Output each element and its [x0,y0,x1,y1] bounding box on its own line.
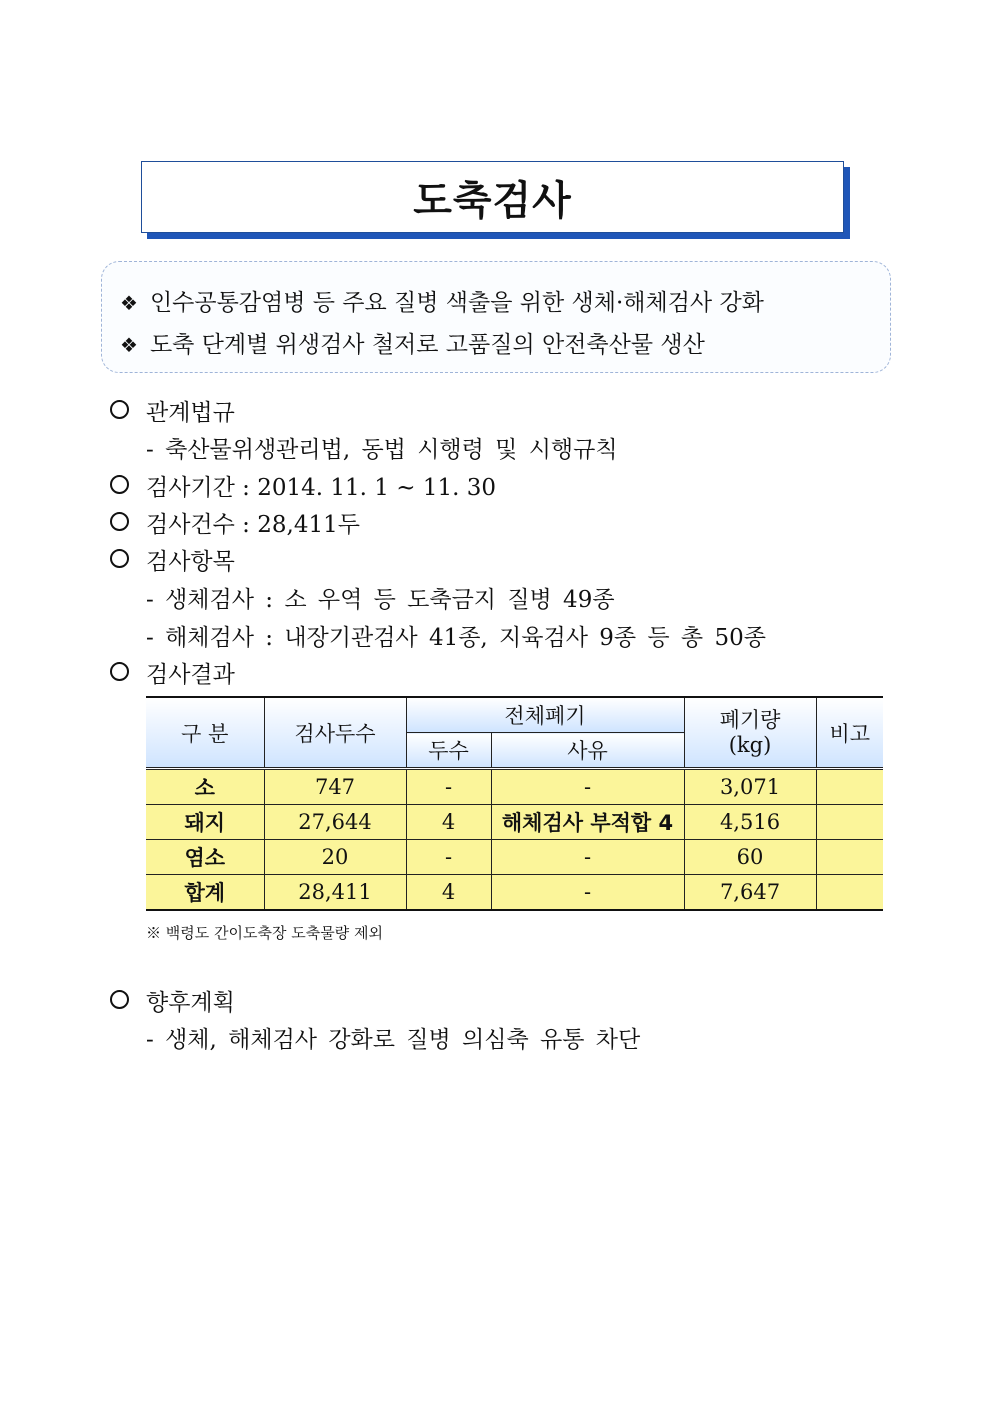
summary-box [101,261,891,373]
header-category: 구 분 [146,697,264,769]
row-amount: 7,647 [684,875,816,911]
header-remarks: 비고 [816,697,883,769]
row-heads: - [406,840,491,875]
table-row [146,769,883,805]
table-row [146,840,883,875]
page-title: 도축검사 [413,177,572,224]
results-table [146,696,883,911]
row-reason: - [491,769,684,805]
circle-bullet-icon [110,400,129,419]
row-remarks [816,769,883,805]
row-inspected: 20 [264,840,406,875]
row-heads: 4 [406,805,491,840]
row-category: 돼지 [146,805,264,840]
summary-line-2: ❖ 도축 단계별 위생검사 철저로 고품질의 안전축산물 생산 [120,332,705,358]
items-heading: 검사항목 [146,549,235,575]
row-remarks [816,840,883,875]
law-detail: - 축산물위생관리법, 동법 시행령 및 시행규칙 [146,437,618,463]
row-category: 합계 [146,875,264,911]
results-heading: 검사결과 [146,662,235,688]
row-inspected: 27,644 [264,805,406,840]
row-remarks [816,875,883,911]
header-heads: 두수 [406,733,491,769]
table-row [146,875,883,911]
header-inspected: 검사두수 [264,697,406,769]
row-reason: - [491,840,684,875]
title-box [141,161,844,233]
row-category: 염소 [146,840,264,875]
row-reason: 해체검사 부적합 4 [491,805,684,840]
row-category: 소 [146,769,264,805]
row-amount: 3,071 [684,769,816,805]
row-amount: 60 [684,840,816,875]
circle-bullet-icon [110,512,129,531]
row-heads: - [406,769,491,805]
plan-detail: - 생체, 해체검사 강화로 질병 의심축 유통 차단 [146,1027,641,1053]
plan-heading: 향후계획 [146,990,235,1016]
diamond-bullet-icon: ❖ [120,291,138,315]
header-disposal-amount: 폐기량 (kg) [684,697,816,769]
diamond-bullet-icon: ❖ [120,333,138,357]
summary-line-1: ❖ 인수공통감염병 등 주요 질병 색출을 위한 생체·해체검사 강화 [120,290,764,316]
items-detail-1: - 생체검사 : 소 우역 등 도축금지 질병 49종 [146,587,615,613]
circle-bullet-icon [110,990,129,1009]
table-note: ※ 백령도 간이도축장 도축물량 제외 [146,924,383,942]
row-amount: 4,516 [684,805,816,840]
circle-bullet-icon [110,549,129,568]
circle-bullet-icon [110,475,129,494]
items-detail-2: - 해체검사 : 내장기관검사 41종, 지육검사 9종 등 총 50종 [146,625,766,651]
row-remarks [816,805,883,840]
row-inspected: 747 [264,769,406,805]
header-total-disposal: 전체폐기 [406,697,684,733]
row-inspected: 28,411 [264,875,406,911]
circle-bullet-icon [110,662,129,681]
count-text: 검사건수 : 28,411두 [146,512,360,538]
law-heading: 관계법규 [146,400,235,426]
period-text: 검사기간 : 2014. 11. 1 ~ 11. 30 [146,475,496,501]
row-heads: 4 [406,875,491,911]
table-row [146,805,883,840]
header-reason: 사유 [491,733,684,769]
row-reason: - [491,875,684,911]
